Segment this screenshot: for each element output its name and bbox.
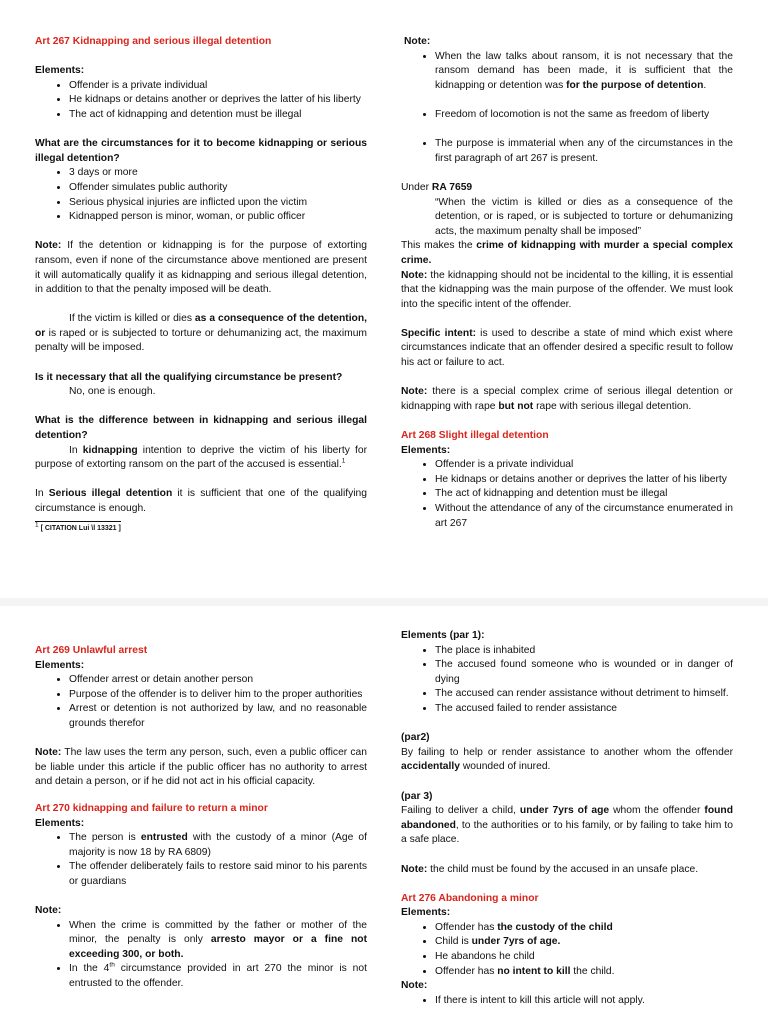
list-item: • The place is inhabited [435, 644, 733, 659]
list-item: • He kidnaps or detains another or deprives the latter of his liberty [69, 93, 367, 108]
under-ra-7659: Under RA 7659 [401, 181, 473, 193]
note-label: Note: [401, 980, 428, 992]
circumstances-list [35, 166, 367, 224]
elements-label: Elements: [35, 65, 85, 77]
art276-heading: Art 276 Abandoning a minor [401, 892, 539, 904]
art268-heading: Art 268 Slight illegal detention [401, 430, 549, 442]
note-label: Note: [404, 36, 431, 47]
art267-heading: Art 267 Kidnapping and serious illegal detention [35, 36, 272, 47]
art269-heading: Art 269 Unlawful arrest [35, 645, 148, 656]
list-item: • Freedom of locomotion is not the same as freedom of liberty [435, 108, 733, 123]
footnote: $^1$ [ CITATION Lui \l 13321 ] [35, 521, 121, 532]
page2-right-column [401, 629, 733, 1008]
specific-intent: Specific intent: is used to describe a state of mind which exist where circumstances indicate that an offender desired a specific result to follow his act or failure to act. [401, 327, 733, 369]
par2-text: By failing to help or render assistance to another whom the offender accidentally wounded of inured. [401, 746, 733, 773]
question-circumstances: What are the circumstances for it to become kidnapping or serious illegal detention? [35, 138, 367, 164]
par2-label: (par2) [401, 732, 430, 744]
list-item: • Serious physical injuries are inflicted upon the victim [69, 196, 367, 211]
list-item: • Offender simulates public authority [69, 181, 367, 196]
list-item: • In the 4th circumstance provided in art 270 the minor is not entrusted to the offender. [69, 962, 367, 991]
list-item: • He kidnaps or detains another or deprives the latter of his liberty [435, 473, 733, 488]
list-item: • Offender is a private individual [435, 458, 733, 473]
answer-detention: In Serious illegal detention it is sufficient that one of the qualifying circumstance is enough. [35, 488, 367, 514]
ransom-notes-list [401, 50, 733, 167]
question-necessary: Is it necessary that all the qualifying circumstance be present? [35, 371, 343, 383]
list-item: • Offender has no intent to kill the child. [435, 965, 733, 980]
note-label: Note: [35, 905, 62, 917]
list-item: • If there is intent to kill this article will not apply. [435, 994, 733, 1009]
list-item: • Arrest or detention is not authorized by law, and no reasonable grounds therefor [69, 702, 367, 731]
page2-left-column [35, 644, 367, 992]
art270-heading: Art 270 kidnapping and failure to return a minor [35, 802, 268, 814]
elements-label: Elements: [35, 817, 85, 829]
ra-quote: “When the victim is killed or dies as a consequence of the detention, or is raped, or is subjected to torture or dehumanizing acts, the maximum penalty shall be imposed” [435, 196, 733, 237]
list-item: • The accused failed to render assistance [435, 702, 733, 717]
par3-label: (par 3) [401, 790, 433, 802]
list-item: • He abandons he child [435, 950, 733, 965]
answer-kidnapping: In kidnapping intention to deprive the victim of his liberty for purpose of extorting ransom on the part of the accused is essential.$^1$ [35, 444, 367, 471]
art276-elements-list [401, 921, 733, 979]
list-item: • 3 days or more [69, 166, 367, 181]
par1-elements-list [401, 644, 733, 717]
art269-elements-list [35, 673, 367, 731]
list-item: • Child is under 7yrs of age. [435, 935, 733, 950]
list-item: • The person is entrusted with the custody of a minor (Age of majority is now 18 by RA 6809) [69, 831, 367, 860]
list-item: • Kidnapped person is minor, woman, or public officer [69, 210, 367, 225]
list-item: • The act of kidnapping and detention must be illegal [435, 487, 733, 502]
elements-label: Elements: [401, 444, 451, 456]
list-item: • Purpose of the offender is to deliver him to the proper authorities [69, 688, 367, 703]
elements-label: Elements: [35, 659, 85, 671]
list-item: • The accused can render assistance without detriment to himself. [435, 687, 733, 702]
list-item: • Offender is a private individual [69, 79, 367, 94]
note-complex-rape: Note: there is a special complex crime of serious illegal detention or kidnapping with rape but not rape with serious illegal detention. [401, 386, 733, 412]
list-item: • The accused found someone who is wounded or in danger of dying [435, 658, 733, 687]
complex-crime-sentence: This makes the crime of kidnapping with murder a special complex crime. [401, 240, 733, 266]
list-item: • The purpose is immaterial when any of the circumstances in the first paragraph of art 267 is present. [435, 137, 733, 166]
answer-necessary: No, one is enough. [69, 386, 156, 398]
art268-elements-list [401, 458, 733, 531]
note-public-officer: Note: The law uses the term any person, such, even a public officer can be liable under this article if the public officer has no authority to arrest and detain a person, or if he did not act in his official capacity. [35, 747, 367, 788]
art276-notes-list [401, 994, 733, 1009]
list-item: • Offender arrest or detain another person [69, 673, 367, 688]
list-item: • The offender deliberately fails to restore said minor to his parents or guardians [69, 860, 367, 889]
art270-elements-list [35, 831, 367, 889]
elements-label: Elements: [401, 907, 451, 919]
victim-paragraph: If the victim is killed or dies as a consequence of the detention, or is raped or is subjected to torture or dehumanizing act, the maximum penalty will be imposed. [35, 313, 367, 354]
note-ransom: Note: If the detention or kidnapping is for the purpose of extorting ransom, even if none of the circumstance above mentioned are present it will automatically qualify it as kidnapping and serious illegal detention, in addition to that the penalty imposed will be death. [35, 240, 367, 296]
par3-text: Failing to deliver a child, under 7yrs of age whom the offender found abandoned, to the authorities or to his family, or by failing to take him to a safe place. [401, 805, 733, 846]
note-incidental: Note: the kidnapping should not be incidental to the killing, it is essential that the kidnapping was the main purpose of the offender. We must look into the specific intent of the offender. [401, 269, 733, 310]
list-item: • When the crime is committed by the father or mother of the minor, the penalty is only arresto mayor or a fine not exceeding 300, or both. [69, 919, 367, 963]
art270-notes-list [35, 919, 367, 992]
art267-elements-list [35, 79, 367, 123]
list-item: • The act of kidnapping and detention must be illegal [69, 108, 367, 123]
page1-right-column [401, 35, 733, 531]
list-item: • Offender has the custody of the child [435, 921, 733, 936]
note-unsafe-place: Note: the child must be found by the accused in an unsafe place. [401, 863, 699, 875]
page-2 [0, 606, 768, 1024]
page1-left-column [35, 35, 367, 536]
list-item: • When the law talks about ransom, it is not necessary that the ransom demand has been made, it is sufficient that the kidnapping or detention was for the purpose of detention. [435, 50, 733, 94]
question-difference: What is the difference between in kidnapping and serious illegal detention? [35, 415, 367, 442]
list-item: • Without the attendance of any of the circumstance enumerated in art 267 [435, 502, 733, 531]
par1-label: Elements (par 1): [401, 630, 485, 641]
